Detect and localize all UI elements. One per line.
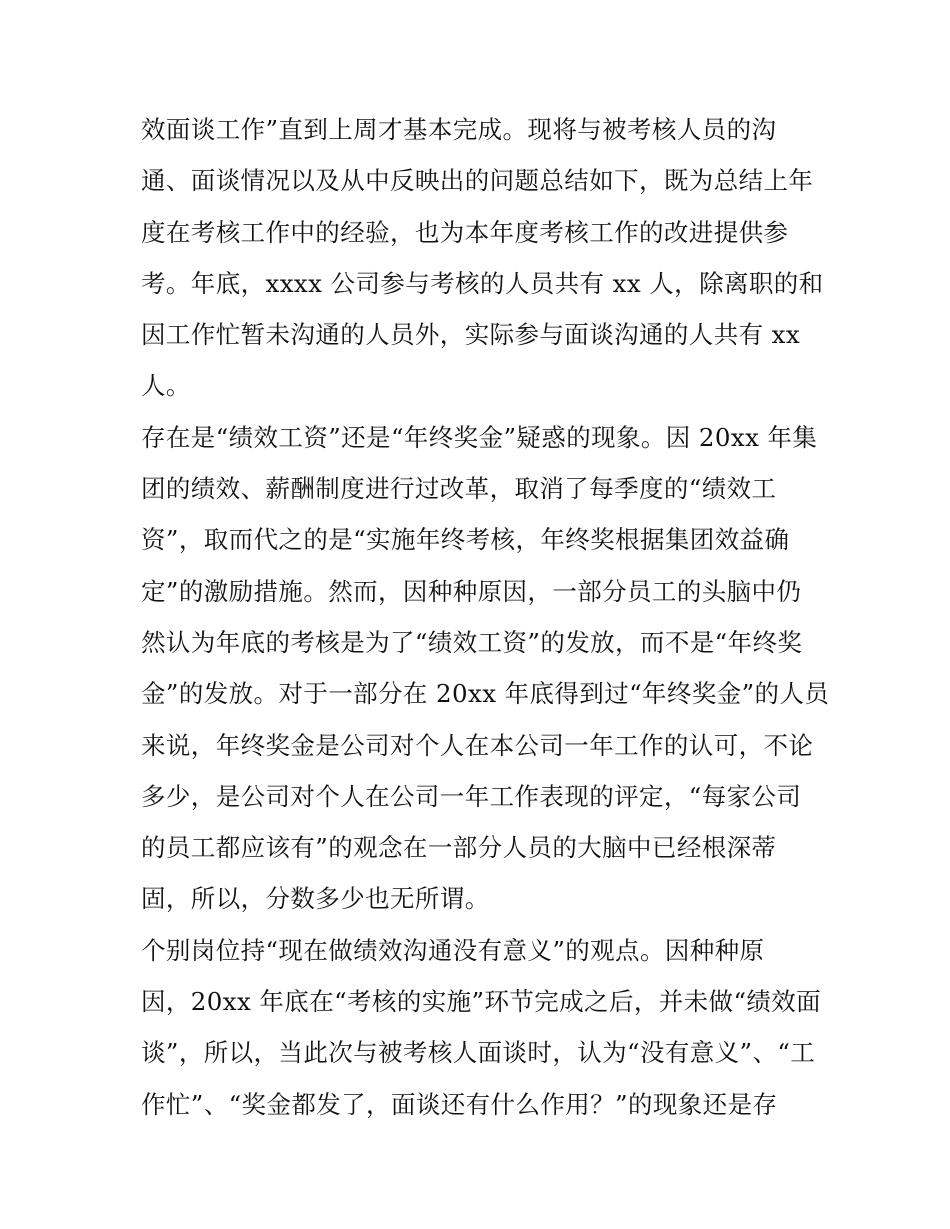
- text-line: 然认为年底的考核是为了“绩效工资”的发放，而不是“年终奖: [141, 627, 803, 657]
- text-line: 团的绩效、薪酬制度进行过改革，取消了每季度的“绩效工: [141, 474, 777, 504]
- text-line: 来说，年终奖金是公司对个人在本公司一年工作的认可，不论: [141, 730, 814, 760]
- text-line: 存在是“绩效工资”还是“年终奖金”疑惑的现象。因 20xx 年集: [141, 422, 818, 452]
- text-line: 多少，是公司对个人在公司一年工作表现的评定，“每家公司: [141, 781, 802, 811]
- text-line: 金”的发放。对于一部分在 20xx 年底得到过“年终奖金”的人员: [141, 679, 830, 709]
- text-line: 作忙”、“奖金都发了，面谈还有什么作用？”的现象还是存: [141, 1089, 778, 1119]
- text-line: 人。: [141, 371, 191, 401]
- text-line: 度在考核工作中的经验，也为本年度考核工作的改进提供参: [141, 217, 789, 247]
- text-line: 谈”，所以，当此次与被考核人面谈时，认为“没有意义”、“工: [141, 1038, 816, 1068]
- text-line: 定”的激励措施。然而，因种种原因，一部分员工的头脑中仍: [141, 576, 802, 606]
- text-line: 通、面谈情况以及从中反映出的问题总结如下，既为总结上年: [141, 166, 814, 196]
- text-line: 因工作忙暂未沟通的人员外，实际参与面谈沟通的人共有 xx: [141, 320, 801, 350]
- text-line: 因，20xx 年底在“考核的实施”环节完成之后，并未做“绩效面: [141, 987, 822, 1017]
- text-line: 个别岗位持“现在做绩效沟通没有意义”的观点。因种种原: [141, 935, 765, 965]
- text-line: 固，所以，分数多少也无所谓。: [141, 884, 490, 914]
- body-text: [141, 104, 830, 1130]
- text-line: 考。年底，xxxx 公司参与考核的人员共有 xx 人，除离职的和: [141, 268, 824, 298]
- text-line: 效面谈工作”直到上周才基本完成。现将与被考核人员的沟: [141, 115, 777, 144]
- text-line: 资”，取而代之的是“实施年终考核，年终奖根据集团效益确: [141, 525, 790, 555]
- text-line: 的员工都应该有”的观念在一部分人员的大脑中已经根深蒂: [141, 833, 777, 863]
